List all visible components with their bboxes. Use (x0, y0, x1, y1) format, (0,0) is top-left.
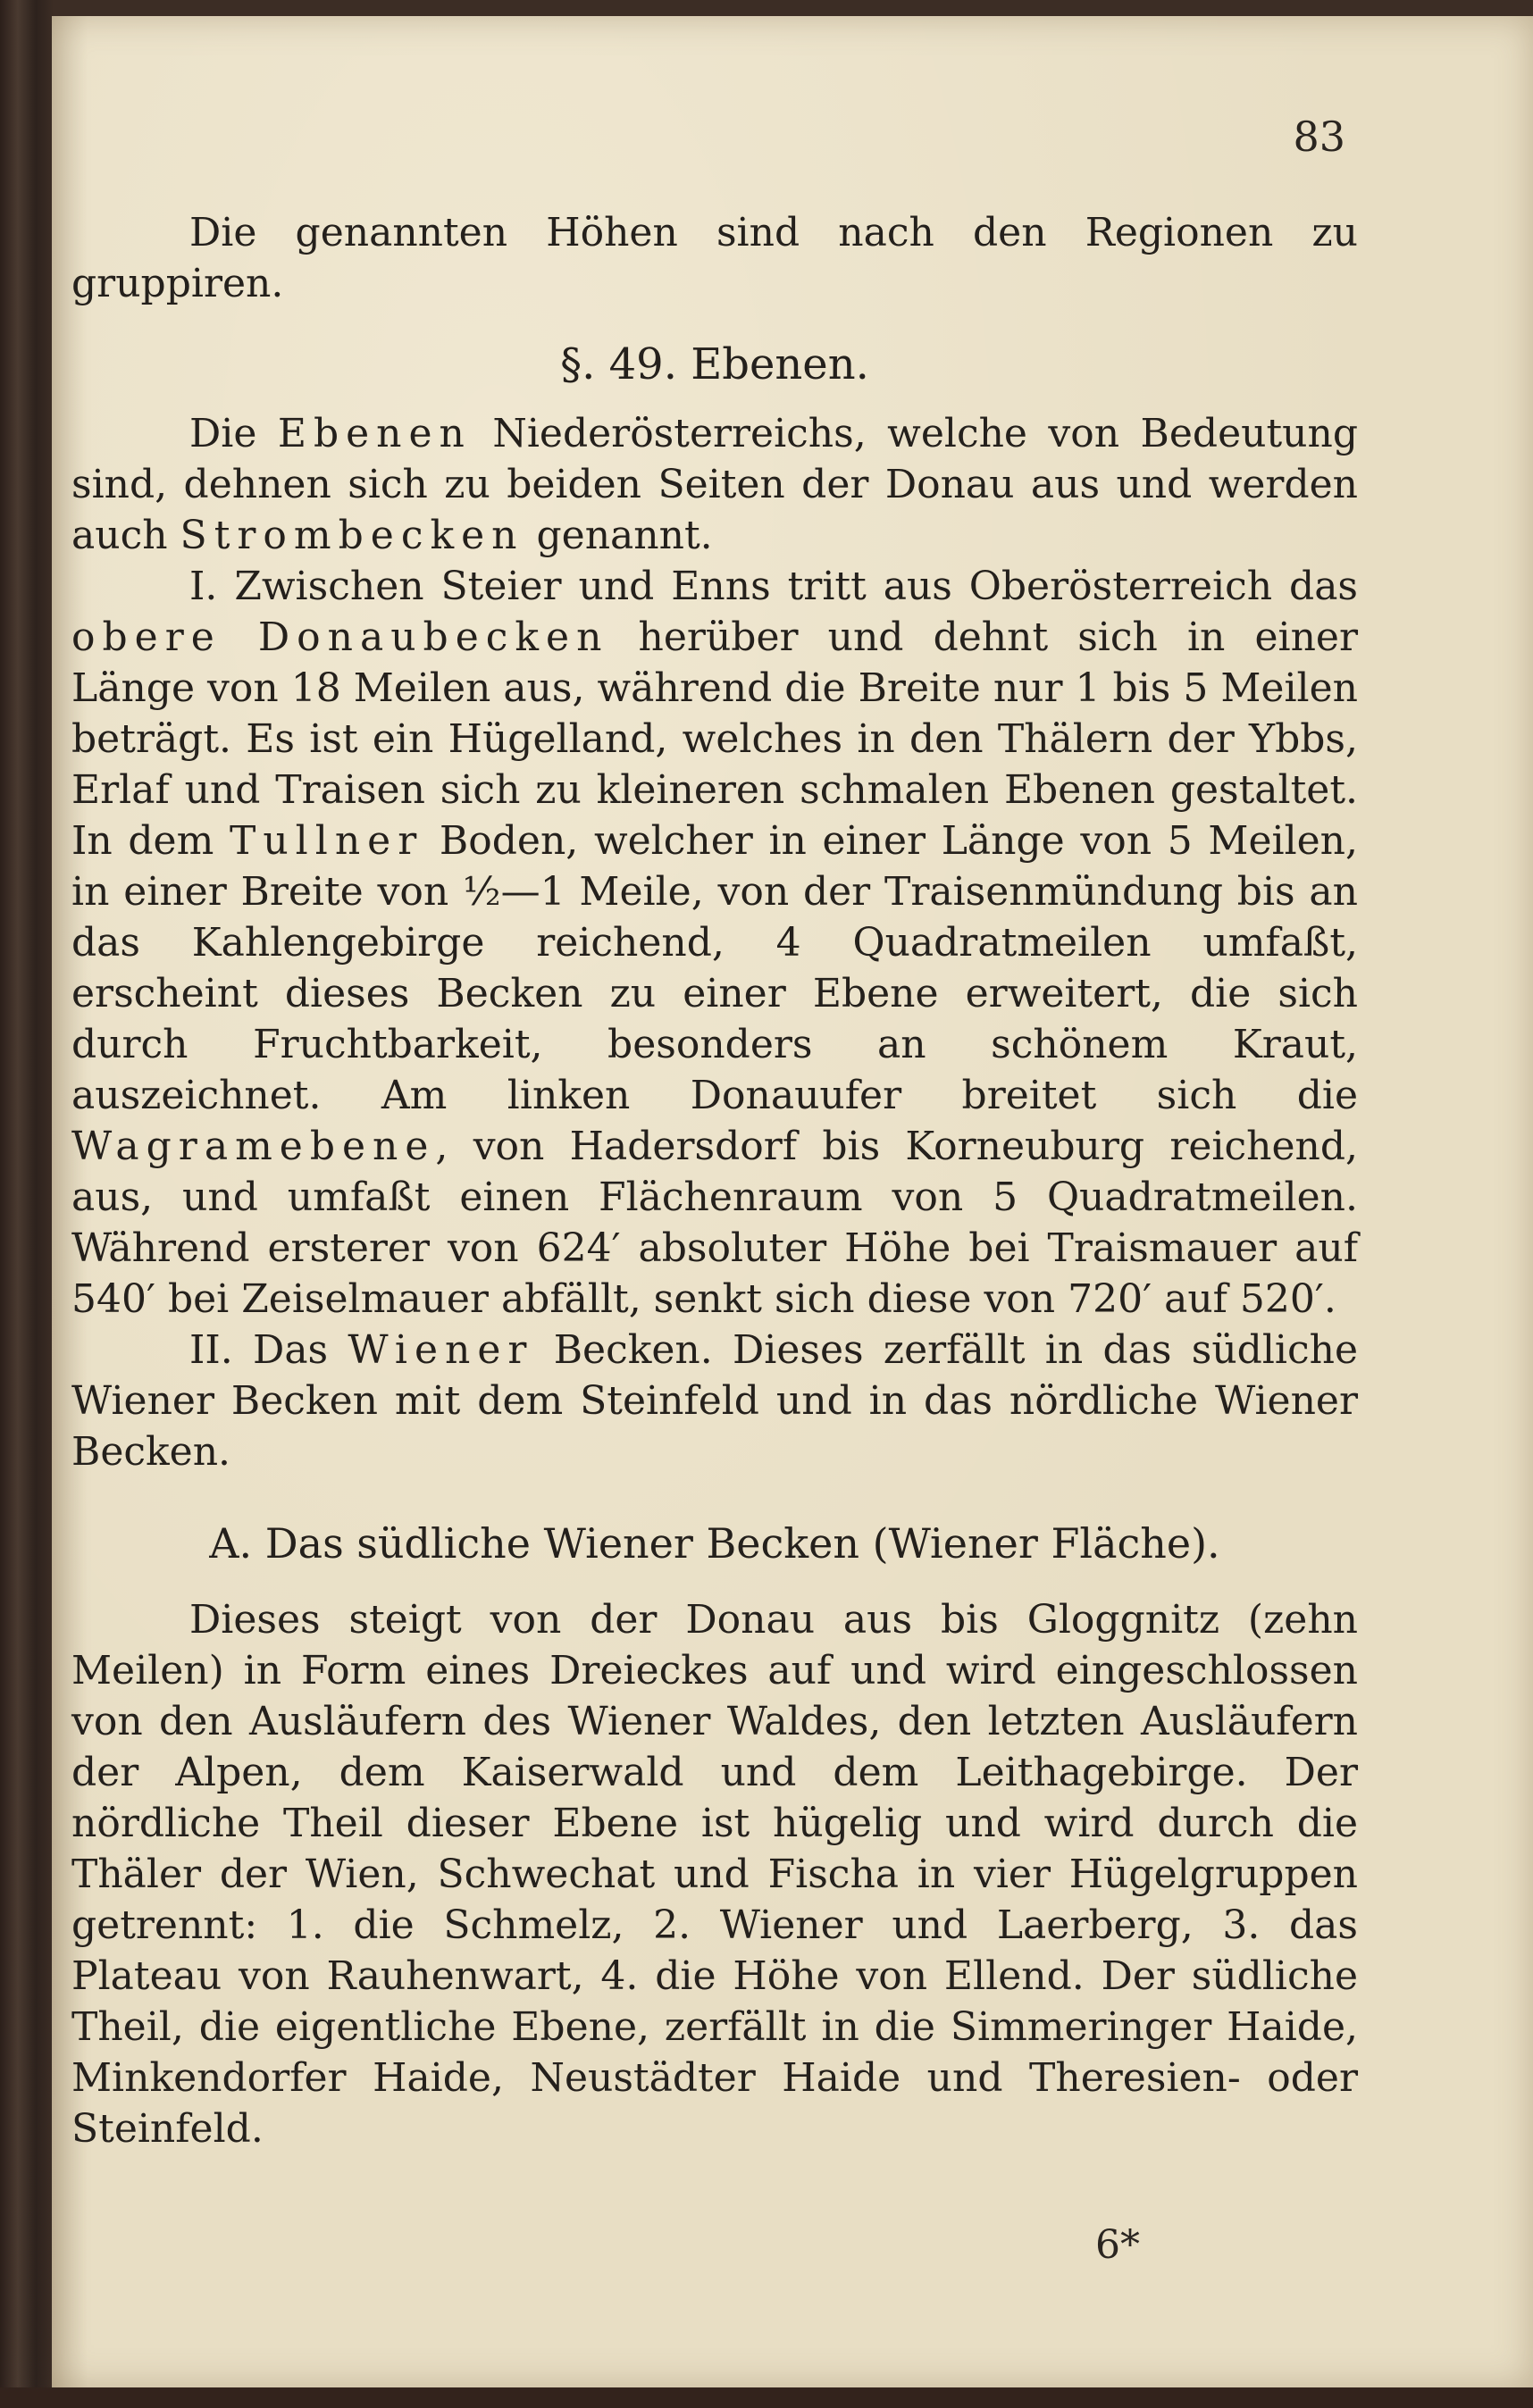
spaced-term: Ebenen (277, 411, 472, 456)
text-run: , von Hadersdorf bis Korneuburg reichend, aus, und umfaßt einen Flächenraum von 5 Quadratmeilen. Während ersterer von 624′ absoluter Höhe bei Traismauer auf 540′ bei Zeiselmauer abfällt, senkt sich diese von 720′ auf 520′. (71, 1124, 1358, 1322)
page-number: 83 (1293, 113, 1345, 161)
spaced-term: Wagramebene (71, 1124, 436, 1169)
paragraph-wiener-becken (71, 1325, 1358, 1477)
paragraph-suedliches-becken: Dieses steigt von der Donau aus bis Gloggnitz (zehn Meilen) in Form eines Dreieckes auf und wird eingeschlossen von den Ausläufern des Wiener Waldes, den letzten Ausläufern der Alpen, dem Kaiserwald und dem Leithagebirge. Der nördliche Theil dieser Ebene ist hügelig und wird durch die Thäler der Wien, Schwechat und Fischa in vier Hügelgruppen getrennt: 1. die Schmelz, 2. Wiener und Laerberg, 3. das Plateau von Rauhenwart, 4. die Höhe von Ellend. Der südliche Theil, die eigentliche Ebene, zerfällt in die Simmeringer Haide, Minkendorfer Haide, Neustädter Haide und Theresien- oder Steinfeld. (71, 1597, 1358, 2152)
subsection-heading: A. Das südliche Wiener Becken (Wiener Fläche). (209, 1519, 1220, 1568)
text-run: Boden, welcher in einer Länge von 5 Meilen, in einer Breite von ½—1 Meile, von der Traisenmündung bis an das Kahlengebirge reichend, 4 Quadratmeilen umfaßt, erscheint dieses Becken zu einer Ebene erweitert, die sich durch Fruchtbarkeit, besonders an schönem Kraut, auszeichnet. Am linken Donauufer breitet sich die (71, 818, 1359, 1118)
spaced-term: obere Donaubecken (71, 615, 609, 660)
page-text (71, 207, 1358, 2154)
spaced-term: Tullner (230, 818, 424, 864)
text-run: I. Zwischen Steier und Enns tritt aus Oberösterreich das (189, 564, 1358, 609)
text-run: II. Das (189, 1327, 348, 1373)
text-run: herüber und dehnt sich in einer Länge von 18 Meilen aus, während die Breite nur 1 bis 5 Meilen beträgt. Es ist ein Hügelland, welches in den Thälern der Ybbs, Erlaf und Traisen sich zu kleineren schmalen Ebenen gestaltet. In dem (71, 615, 1358, 864)
paragraph-ebenen (71, 408, 1358, 561)
text-run: Becken. Dieses zerfällt in das südliche Wiener Becken mit dem Steinfeld und in das nördliche Wiener Becken. (71, 1327, 1359, 1475)
section-heading: §. 49. Ebenen. (560, 339, 869, 389)
signature-mark: 6* (1095, 2222, 1140, 2268)
book-edge (0, 2387, 1533, 2408)
spaced-term: Wiener (348, 1327, 534, 1373)
paragraph-regions: Die genannten Höhen sind nach den Regionen zu gruppiren. (71, 210, 1358, 306)
spaced-term: Strombecken (180, 513, 524, 558)
paragraph-donaubecken (71, 561, 1358, 1325)
text-run: genannt. (524, 513, 713, 558)
text-run: Die (189, 411, 278, 456)
text-run: Niederösterreichs, welche von Bedeutung sind, dehnen sich zu beiden Seiten der Donau aus und werden auch (71, 411, 1358, 558)
